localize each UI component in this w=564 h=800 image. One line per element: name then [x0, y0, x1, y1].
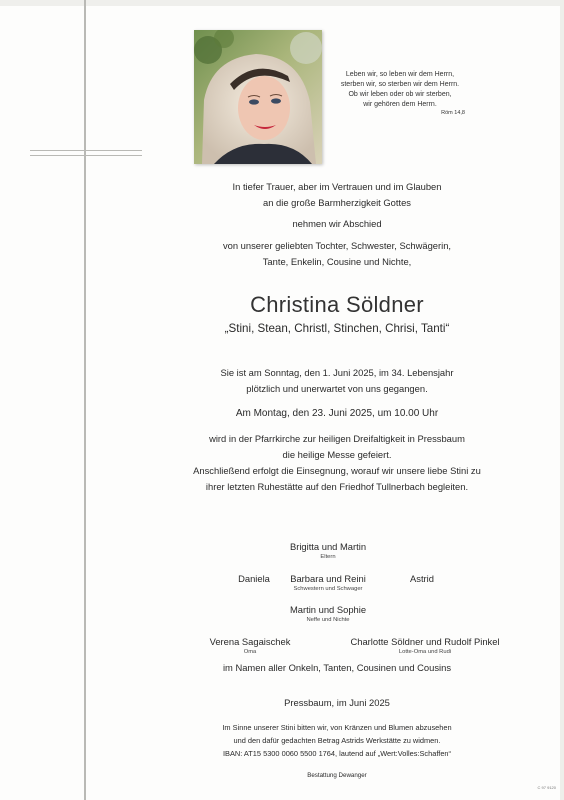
parents-role: Eltern [320, 554, 336, 560]
verse-line: sterben wir, so sterben wir dem Herrn. [340, 81, 460, 88]
intro-line-5: Tante, Enkelin, Cousine und Nichte, [262, 256, 412, 267]
verse-line: Ob wir leben oder ob wir sterben, [348, 91, 452, 98]
cross-horizontal-bar [30, 150, 142, 156]
portrait-photo [194, 30, 322, 164]
grandparents-role: Lotte-Oma und Rudi [398, 649, 452, 655]
sibling-daniela: Daniela [238, 573, 270, 584]
siblings-center-names: Barbara und Reini [290, 573, 366, 584]
bible-verse [335, 70, 465, 118]
death-line-2: plötzlich und unerwartet von uns gegangen. [246, 383, 428, 394]
donation-request-1: Im Sinne unserer Stini bitten wir, von Kränzen und Blumen abzusehen [222, 723, 452, 732]
deceased-nicknames: „Stini, Stean, Christl, Stinchen, Chrisi, Tanti“ [224, 322, 450, 335]
funeral-line-2: die heilige Messe gefeiert. [282, 449, 392, 460]
funeral-line-4: ihrer letzten Ruhestätte auf den Friedhof Tullnerbach begleiten. [205, 481, 469, 492]
print-code: C 97 9120 [537, 785, 556, 790]
grandparents-names: Charlotte Söldner und Rudolf Pinkel [350, 636, 500, 647]
verse-line: wir gehören dem Herrn. [363, 101, 437, 108]
intro-line-3: nehmen wir Abschied [292, 218, 382, 229]
donation-request-2: und den dafür gedachten Betrag Astrids Werkstätte zu widmen. [233, 736, 441, 745]
grandma-role: Oma [243, 649, 257, 655]
siblings-center-role: Schwestern und Schwager [293, 586, 363, 592]
undertaker: Bestattung Dewanger [307, 772, 367, 779]
funeral-line-1: wird in der Pfarrkirche zur heiligen Dreifaltigkeit in Pressbaum [209, 433, 465, 444]
nephew-niece-names: Martin und Sophie [289, 604, 367, 615]
iban-line: IBAN: AT15 5300 0060 5500 1764, lautend auf „Wert:Volles:Schaffen“ [222, 749, 452, 758]
funeral-date: Am Montag, den 23. Juni 2025, um 10.00 Uhr [235, 408, 439, 419]
relatives-line: im Namen aller Onkeln, Tanten, Cousinen und Cousins [222, 662, 452, 673]
cross-vertical-bar [84, 0, 86, 800]
intro-line-4: von unserer geliebten Tochter, Schwester, Schwägerin, [222, 240, 452, 251]
grandma-names: Verena Sagaischek [209, 636, 291, 647]
paper-edge-right [560, 0, 564, 800]
funeral-line-3: Anschließend erfolgt die Einsegnung, worauf wir unsere liebe Stini zu [193, 465, 481, 476]
verse-reference: Röm 14,8 [441, 110, 465, 116]
place-date: Pressbaum, im Juni 2025 [284, 697, 390, 708]
parents-names: Brigitta und Martin [289, 541, 367, 552]
deceased-name: Christina Söldner [250, 292, 424, 317]
sibling-astrid: Astrid [410, 573, 434, 584]
intro-line-1: In tiefer Trauer, aber im Vertrauen und im Glauben [232, 181, 442, 192]
nephew-niece-role: Neffe und Nichte [306, 617, 350, 623]
verse-line: Leben wir, so leben wir dem Herrn, [345, 71, 455, 78]
intro-line-2: an die große Barmherzigkeit Gottes [263, 197, 411, 208]
death-line-1: Sie ist am Sonntag, den 1. Juni 2025, im 34. Lebensjahr [220, 367, 454, 378]
